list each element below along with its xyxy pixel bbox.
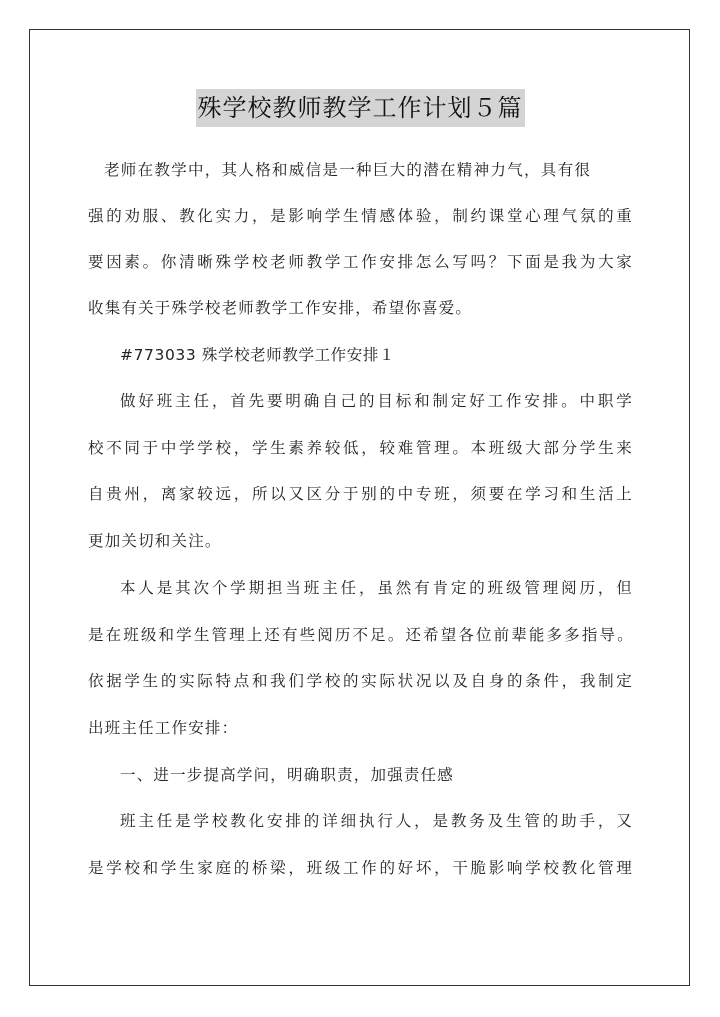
paragraph-line: 本人是其次个学期担当班主任，虽然有肯定的班级管理阅历，但 [120,579,633,597]
paragraph-line: 强的劝服、教化实力，是影响学生情感体验，制约课堂心理气氛的重 [88,207,633,225]
section-heading: #773033 殊学校老师教学工作安排１ [120,346,396,364]
paragraph-line: 依据学生的实际特点和我们学校的实际状况以及自身的条件，我制定 [88,672,633,690]
paragraph-line: 要因素。你清晰殊学校老师教学工作安排怎么写吗？下面是我为大家 [88,253,633,271]
paragraph-line: 出班主任工作安排： [88,719,239,737]
section-heading: 一、进一步提高学问，明确职责，加强责任感 [120,766,455,784]
paragraph-line: 自贵州，离家较远，所以又区分于别的中专班，须要在学习和生活上 [88,485,633,503]
paragraph-line: 老师在教学中，其人格和威信是一种巨大的潜在精神力气，具有很 [104,161,592,179]
paragraph-line: 是学校和学生家庭的桥梁，班级工作的好坏，干脆影响学校教化管理 [88,859,633,877]
paragraph-line: 更加关切和关注。 [88,532,222,550]
document-title-block [0,86,720,127]
paragraph-line: 收集有关于殊学校老师教学工作安排，希望你喜爱。 [88,299,473,317]
paragraph-line: 校不同于中学学校，学生素养较低，较难管理。本班级大部分学生来 [88,439,633,457]
paragraph-line: 做好班主任，首先要明确自己的目标和制定好工作安排。中职学 [120,392,633,410]
paragraph-line: 班主任是学校教化安排的详细执行人，是教务及生管的助手，又 [120,812,633,830]
paragraph-line: 是在班级和学生管理上还有些阅历不足。还希望各位前辈能多多指导。 [88,626,633,644]
document-title: 殊学校教师教学工作计划５篇 [196,89,525,127]
